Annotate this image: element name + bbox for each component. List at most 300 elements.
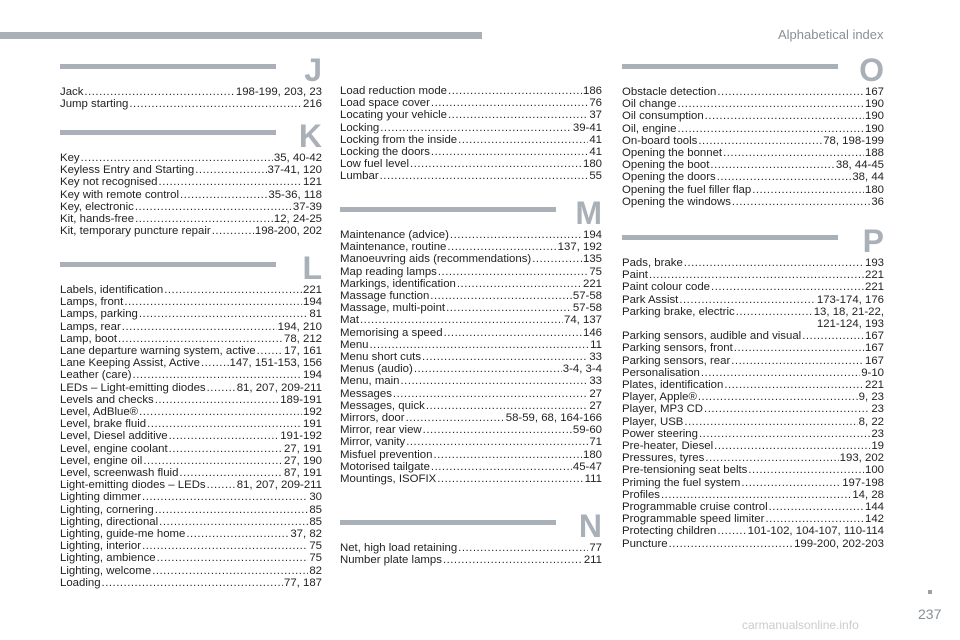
section-letter: P	[862, 223, 884, 259]
entry-term: Massage function	[340, 290, 430, 303]
entry-pages: 27	[589, 399, 602, 412]
entry-pages: 221	[864, 379, 884, 392]
entry-pages: 188	[864, 147, 884, 160]
section-rule	[622, 235, 838, 240]
entry-term: Key not recognised	[60, 176, 158, 189]
index-entry	[622, 501, 884, 513]
entry-pages: 58-59, 68, 164-166	[505, 412, 602, 425]
index-entry	[340, 400, 602, 412]
index-entry	[622, 147, 884, 159]
index-entry	[60, 516, 322, 528]
entry-term: Mirrors, door	[340, 412, 405, 425]
index-entry	[622, 171, 884, 183]
index-entry	[340, 302, 602, 314]
entry-pages: 180	[582, 448, 602, 461]
dot-leader	[393, 388, 588, 400]
entry-pages: 37-39	[292, 200, 322, 213]
entry-term: Level, engine coolant	[60, 442, 168, 455]
entry-pages: 192	[302, 406, 322, 419]
index-entry	[60, 189, 322, 201]
entry-pages: 37-41, 120	[267, 164, 322, 177]
dot-leader	[169, 443, 283, 455]
index-entry	[622, 159, 884, 171]
entry-pages: 193	[864, 257, 884, 269]
index-entry	[60, 284, 322, 296]
index-entry	[60, 333, 322, 345]
dot-leader	[370, 339, 590, 351]
index-entry	[60, 201, 322, 213]
entry-pages: 19	[871, 440, 884, 453]
entry-term: Lighting, directional	[60, 515, 159, 528]
index-entry	[60, 152, 322, 164]
entry-term: Maintenance, routine	[340, 241, 447, 254]
dot-leader	[195, 164, 266, 176]
dot-leader	[705, 452, 838, 464]
entry-pages: 221	[582, 277, 602, 290]
section-header	[60, 118, 322, 154]
entry-term: Programmable cruise control	[622, 501, 768, 514]
section-o	[622, 52, 884, 208]
index-entry	[340, 473, 602, 485]
entry-term: Lumbar	[340, 170, 379, 183]
index-entry	[60, 528, 322, 540]
entry-pages: 194	[582, 229, 602, 241]
entry-term: Parking sensors, audible and visual	[622, 330, 802, 343]
entry-term: Puncture	[622, 537, 668, 550]
page-title: Alphabetical index	[778, 27, 884, 42]
entry-term: Opening the boot	[622, 159, 710, 172]
index-entry	[60, 176, 322, 188]
entry-term: Levels and checks	[60, 393, 154, 406]
index-entry	[340, 241, 602, 253]
entry-pages: 12, 24-25	[273, 213, 322, 226]
dot-leader	[159, 516, 308, 528]
dot-leader	[684, 416, 857, 428]
entry-term: Locking	[340, 121, 380, 134]
entry-term: Paint	[622, 269, 648, 282]
entry-term: Obstacle detection	[622, 86, 717, 98]
entry-pages: 85	[309, 515, 322, 528]
entry-pages: 194	[302, 296, 322, 309]
entry-term: Parking sensors, rear	[622, 354, 731, 367]
dot-leader	[724, 379, 864, 391]
dot-leader	[152, 565, 308, 577]
index-entry	[340, 134, 602, 146]
index-entry	[340, 424, 602, 436]
entry-term: Programmable speed limiter	[622, 513, 765, 526]
dot-leader	[532, 253, 582, 265]
entry-pages: 85	[309, 503, 322, 516]
section-rule	[60, 262, 276, 267]
dot-leader	[752, 184, 864, 196]
entry-term: Player, USB	[622, 415, 684, 428]
entry-term: Manoeuvring aids (recommendations)	[340, 253, 532, 266]
index-entry	[622, 342, 884, 354]
entry-term: Lighting, welcome	[60, 564, 152, 577]
dot-leader	[769, 501, 864, 513]
footer-marker	[928, 590, 932, 594]
entry-term: Parking brake, electric	[622, 305, 735, 318]
entry-term: Lighting, guide-me home	[60, 528, 186, 541]
entry-pages: 14, 28	[852, 488, 884, 501]
entry-term: Menus (audio)	[340, 363, 413, 376]
dot-leader	[406, 436, 588, 448]
entry-term: Level, Diesel additive	[60, 430, 168, 443]
entry-pages: 221	[302, 284, 322, 296]
index-entry	[60, 430, 322, 442]
entry-pages: 167	[864, 342, 884, 355]
dot-leader	[81, 152, 273, 164]
dot-leader	[679, 294, 816, 306]
entry-term: Mat	[340, 314, 359, 327]
entry-pages: 87, 191	[283, 467, 322, 480]
index-entry	[622, 403, 884, 415]
entry-pages: 199-200, 202-203	[794, 537, 884, 550]
entry-list	[60, 152, 322, 237]
index-entry	[340, 436, 602, 448]
index-entry	[60, 296, 322, 308]
dot-leader	[401, 375, 589, 387]
index-entry	[60, 418, 322, 430]
entry-term: Lighting, ambience	[60, 552, 156, 565]
entry-term: Level, brake fluid	[60, 418, 147, 431]
entry-term: Personalisation	[622, 366, 700, 379]
index-entry	[622, 269, 884, 281]
entry-term: Labels, identification	[60, 284, 164, 296]
entry-term: Locking from the inside	[340, 133, 458, 146]
entry-pages: 23	[871, 403, 884, 416]
index-entry	[340, 388, 602, 400]
dot-leader	[102, 577, 283, 589]
dot-leader	[717, 86, 864, 98]
entry-list	[60, 86, 322, 110]
index-entry	[622, 477, 884, 489]
index-entry	[340, 170, 602, 182]
entry-term: Mirror, vanity	[340, 436, 406, 449]
entry-term: Menu short cuts	[340, 351, 422, 364]
entry-term: Level, screenwash fluid	[60, 467, 179, 480]
dot-leader	[124, 296, 302, 308]
dot-leader	[717, 525, 746, 537]
dot-leader	[422, 351, 588, 363]
dot-leader	[133, 369, 302, 381]
entry-pages: 55	[589, 170, 602, 183]
dot-leader	[437, 473, 583, 485]
index-entry	[340, 158, 602, 170]
entry-term: Opening the doors	[622, 171, 716, 184]
dot-leader	[410, 158, 582, 170]
entry-pages: 81, 207, 209-211	[236, 381, 322, 394]
index-entry	[340, 314, 602, 326]
dot-leader	[734, 342, 864, 354]
entry-pages: 191	[302, 418, 322, 431]
entry-pages: 17, 161	[283, 345, 322, 358]
entry-pages: 78, 212	[283, 332, 322, 345]
section-rule	[622, 64, 838, 69]
index-entry	[340, 266, 602, 278]
entry-term: Lamps, parking	[60, 308, 138, 321]
section-l	[60, 250, 322, 589]
entry-term: Oil change	[622, 98, 677, 111]
dot-leader	[802, 330, 864, 342]
entry-pages: 38, 44	[852, 171, 884, 184]
index-entry	[340, 375, 602, 387]
section-header	[340, 508, 602, 544]
entry-pages: 75	[309, 552, 322, 565]
index-entry	[60, 565, 322, 577]
dot-leader	[684, 257, 864, 269]
entry-pages: 190	[864, 110, 884, 123]
index-entry	[622, 281, 884, 293]
dot-leader	[380, 122, 572, 134]
entry-pages: 77, 187	[283, 576, 322, 589]
entry-term: Parking sensors, front	[622, 342, 733, 355]
index-entry	[622, 135, 884, 147]
dot-leader	[699, 428, 870, 440]
entry-pages: 57-58	[572, 290, 602, 303]
entry-term: Pads, brake	[622, 257, 683, 269]
entry-term: Lighting, interior	[60, 540, 142, 553]
entry-pages: 59-60	[572, 424, 602, 437]
dot-leader	[736, 306, 813, 318]
dot-leader	[448, 109, 588, 121]
entry-pages: 37, 82	[290, 528, 322, 541]
entry-term: Map reading lamps	[340, 265, 437, 278]
index-entry	[60, 225, 322, 237]
dot-leader	[135, 213, 273, 225]
entry-term: Motorised tailgate	[340, 460, 430, 473]
index-entry	[340, 351, 602, 363]
index-entry	[60, 86, 322, 98]
entry-pages: 100	[864, 464, 884, 477]
entry-term: Locating your vehicle	[340, 109, 448, 122]
entry-term: Profiles	[622, 488, 660, 501]
index-entry	[60, 455, 322, 467]
index-entry	[622, 196, 884, 208]
index-entry	[60, 504, 322, 516]
entry-pages: 27, 191	[283, 442, 322, 455]
index-entry	[622, 440, 884, 452]
entry-pages: 186	[582, 85, 602, 97]
entry-term: Leather (care)	[60, 369, 132, 382]
section-letter: J	[304, 52, 322, 88]
entry-list	[622, 257, 884, 550]
dot-leader	[705, 110, 864, 122]
index-entry	[340, 229, 602, 241]
entry-pages: 8, 22	[858, 415, 884, 428]
index-entry	[60, 213, 322, 225]
dot-leader	[717, 171, 852, 183]
section-j	[60, 52, 322, 111]
entry-pages: 221	[864, 281, 884, 294]
entry-pages: 77	[589, 542, 602, 554]
section-rule	[60, 130, 276, 135]
index-entry	[340, 146, 602, 158]
dot-leader	[457, 278, 582, 290]
index-entry	[60, 382, 322, 394]
entry-term: Loading	[60, 576, 101, 589]
dot-leader	[710, 159, 834, 171]
dot-leader	[430, 290, 572, 302]
entry-list	[340, 542, 602, 566]
dot-leader	[406, 412, 505, 424]
section-letter: O	[859, 52, 884, 88]
index-entry	[340, 278, 602, 290]
entry-pages: 41	[589, 146, 602, 159]
dot-leader	[201, 357, 229, 369]
index-entry	[60, 443, 322, 455]
index-entry	[622, 464, 884, 476]
dot-leader	[257, 345, 283, 357]
section-rule	[340, 520, 556, 525]
dot-leader	[698, 135, 822, 147]
index-entry	[622, 184, 884, 196]
entry-pages: 81, 207, 209-211	[236, 479, 322, 492]
index-entry	[340, 85, 602, 97]
entry-pages: 190	[864, 122, 884, 135]
entry-pages: 30	[309, 491, 322, 504]
entry-term: Level, engine oil	[60, 454, 143, 467]
entry-pages: 173-174, 176	[816, 293, 884, 306]
index-entry	[622, 355, 884, 367]
dot-leader	[732, 196, 870, 208]
index-entry	[60, 308, 322, 320]
entry-term: Lamps, rear	[60, 320, 121, 333]
dot-leader	[180, 189, 267, 201]
entry-term: Oil consumption	[622, 110, 704, 123]
index-entry	[60, 357, 322, 369]
entry-term: Locking the doors	[340, 146, 430, 159]
dot-leader	[143, 455, 283, 467]
index-entry	[622, 123, 884, 135]
section-letter: M	[575, 195, 602, 231]
index-entry	[622, 452, 884, 464]
entry-term: Pre-tensioning seat belts	[622, 464, 748, 477]
entry-term: Lamps, front	[60, 296, 124, 309]
dot-leader	[142, 540, 308, 552]
entry-term: Key, electronic	[60, 200, 134, 213]
entry-pages: 9, 23	[858, 391, 884, 404]
index-entry	[340, 109, 602, 121]
entry-term: Kit, hands-free	[60, 213, 135, 226]
section-header	[60, 52, 322, 88]
entry-term: Markings, identification	[340, 277, 456, 290]
entry-pages: 167	[864, 354, 884, 367]
dot-leader	[157, 552, 309, 564]
entry-term: Messages, quick	[340, 399, 425, 412]
index-entry	[622, 489, 884, 501]
index-entry	[60, 164, 322, 176]
entry-pages: 71	[589, 436, 602, 449]
section-letter: K	[298, 118, 322, 154]
index-entry	[60, 321, 322, 333]
section-rule	[340, 207, 556, 212]
dot-leader	[155, 394, 279, 406]
entry-pages: 198-199, 203, 23	[235, 86, 322, 98]
index-entry	[622, 379, 884, 391]
entry-pages: 211	[583, 554, 602, 567]
dot-leader	[443, 554, 583, 566]
entry-pages: 101-102, 104-107, 110-114	[747, 525, 884, 538]
entry-term: Plates, identification	[622, 379, 724, 392]
dot-leader	[765, 513, 864, 525]
index-entry	[340, 122, 602, 134]
entry-term: Opening the fuel filler flap	[622, 183, 752, 196]
entry-pages: 9-10	[861, 366, 884, 379]
index-entry	[622, 306, 884, 318]
index-entry	[60, 369, 322, 381]
entry-term: Messages	[340, 387, 392, 400]
entry-pages: 45-47	[572, 460, 602, 473]
entry-term: Number plate lamps	[340, 554, 442, 567]
entry-pages: 13, 18, 21-22,	[813, 305, 884, 318]
dot-leader	[155, 504, 309, 516]
index-entry	[340, 449, 602, 461]
entry-pages: 27	[589, 387, 602, 400]
dot-leader	[711, 281, 864, 293]
dot-leader	[414, 363, 562, 375]
index-entry	[622, 538, 884, 550]
entry-pages: 75	[309, 540, 322, 553]
entry-pages: 11	[590, 338, 602, 351]
dot-leader	[139, 308, 308, 320]
index-entry	[60, 540, 322, 552]
entry-term: Massage, multi-point	[340, 302, 446, 315]
dot-leader	[118, 333, 283, 345]
section-rule	[60, 64, 276, 69]
dot-leader	[207, 382, 236, 394]
page-number: 237	[918, 606, 942, 622]
entry-term: Maintenance (advice)	[340, 229, 449, 241]
entry-term: Park Assist	[622, 293, 679, 306]
dot-leader	[438, 266, 588, 278]
dot-leader	[147, 418, 302, 430]
section-letter: L	[302, 250, 322, 286]
entry-pages: 189-191	[280, 393, 322, 406]
dot-leader	[84, 86, 234, 98]
entry-pages: 82	[309, 564, 322, 577]
entry-term: Oil, engine	[622, 122, 677, 135]
dot-leader	[447, 241, 556, 253]
entry-pages: 193, 202	[839, 452, 884, 465]
entry-pages: 35, 40-42	[273, 152, 322, 164]
entry-term: Lane Keeping Assist, Active	[60, 357, 200, 370]
section-m	[340, 195, 602, 486]
index-entry	[622, 367, 884, 379]
index-entry	[340, 97, 602, 109]
entry-pages: 75	[589, 265, 602, 278]
dot-leader	[450, 229, 582, 241]
index-entry	[60, 491, 322, 503]
index-entry	[340, 363, 602, 375]
index-entry	[60, 577, 322, 589]
dot-leader	[714, 440, 870, 452]
dot-leader	[661, 489, 851, 501]
entry-term: Lamp, boot	[60, 332, 117, 345]
entry-term: Jack	[60, 86, 84, 98]
entry-term: On-board tools	[622, 134, 698, 147]
index-entry	[622, 98, 884, 110]
entry-pages: 142	[864, 513, 884, 526]
entry-term: Level, AdBlue®	[60, 406, 139, 419]
entry-list	[340, 85, 602, 183]
entry-term: Menu	[340, 338, 369, 351]
entry-pages: 137, 192	[557, 241, 602, 254]
entry-pages: 180	[582, 158, 602, 171]
index-entry	[60, 98, 322, 110]
entry-pages: 198-200, 202	[254, 225, 322, 238]
dot-leader	[444, 327, 582, 339]
